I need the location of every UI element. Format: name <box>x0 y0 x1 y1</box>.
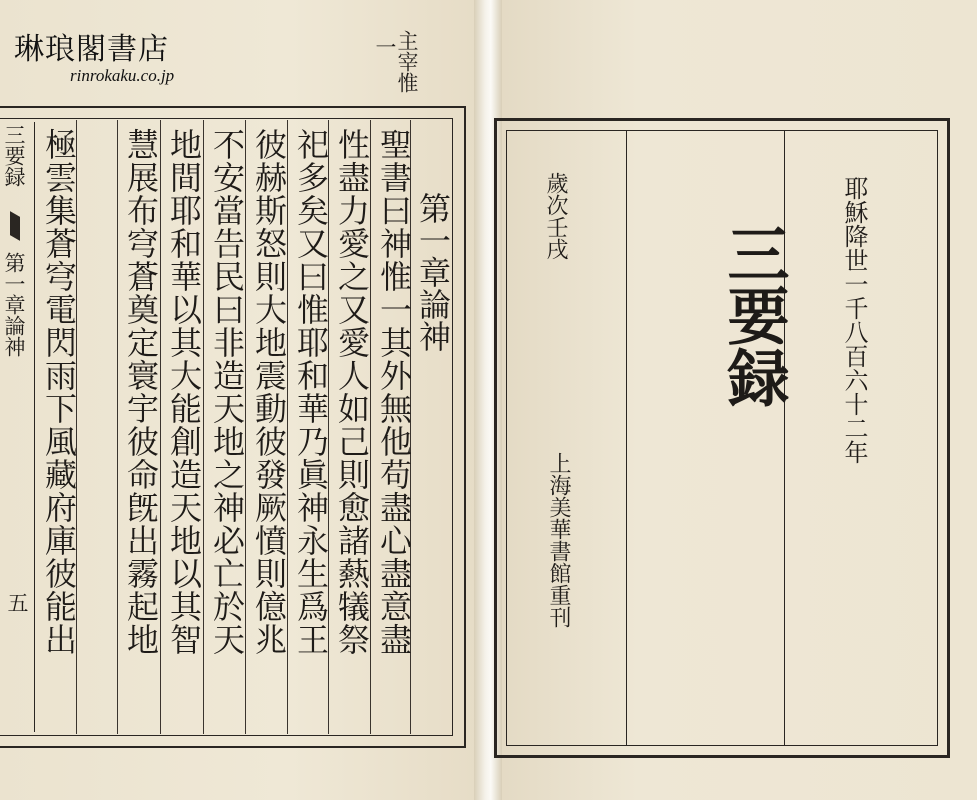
chapter-heading: 第一章論神 <box>414 192 452 352</box>
fishtail-mark <box>10 211 20 241</box>
year-cycle: 歲次壬戌 <box>543 172 568 260</box>
text-column: 聖書曰神惟一其外無他苟盡心盡意盡 <box>375 128 413 656</box>
watermark-shop-name: 琳琅閣書店 <box>14 32 169 67</box>
text-column: 祀多矣又曰惟耶和華乃眞神永生爲王 <box>292 128 330 656</box>
book-title: 三要録 <box>717 222 790 408</box>
column-rule <box>203 120 204 734</box>
title-column-rule <box>626 131 627 745</box>
header-note: 主宰惟 <box>395 30 419 93</box>
margin-column <box>0 122 35 732</box>
text-column: 性盡力愛之又愛人如己則愈諸爇犠祭 <box>333 128 371 656</box>
page-number: 五 <box>5 592 29 613</box>
margin-chapter-label: 第一章論神 <box>2 252 26 357</box>
column-rule <box>160 120 161 734</box>
text-column: 不安當告民曰非造天地之神必亡於天 <box>208 128 246 656</box>
text-column: 慧展布穹蒼奠定寰宇彼命旣出霧起地 <box>122 128 160 656</box>
text-column: 極雲集蒼穹電閃雨下風藏府庫彼能出 <box>40 128 78 656</box>
publication-date: 耶穌降世一千八百六十二年 <box>840 176 868 464</box>
publisher: 上海美華書館重刊 <box>546 452 571 628</box>
column-rule <box>117 120 118 734</box>
text-column: 地間耶和華以其大能創造天地以其智 <box>165 128 203 656</box>
watermark-url: rinrokaku.co.jp <box>70 66 175 85</box>
margin-book-title: 三要録 <box>2 124 26 187</box>
text-column: 彼赫斯怒則大地震動彼發厥憤則億兆 <box>250 128 288 656</box>
header-note-extra: 一 <box>373 36 397 57</box>
